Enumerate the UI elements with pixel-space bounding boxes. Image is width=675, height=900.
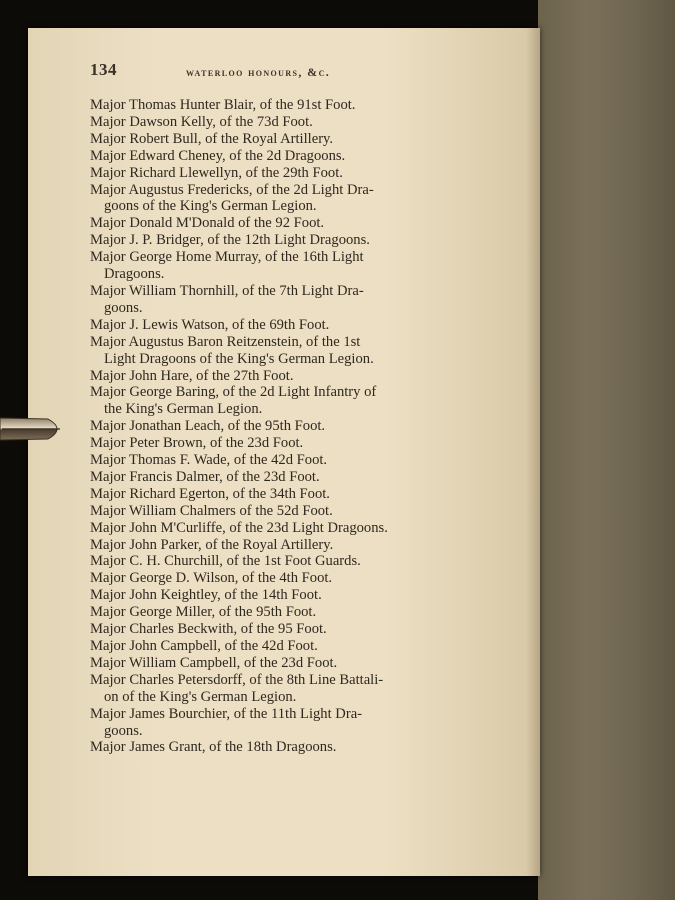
honours-entry: Major J. Lewis Watson, of the 69th Foot. [90,316,330,333]
honours-entry: Major Richard Egerton, of the 34th Foot. [90,485,330,502]
honours-entry: Major Augustus Baron Reitzenstein, of the 1st Light Dragoons of the King's German Legion. [90,333,374,367]
honours-entry: Major Augustus Fredericks, of the 2d Light Dra- goons of the King's German Legion. [90,181,374,215]
honours-entry: Major Donald M'Donald of the 92 Foot. [90,215,325,232]
honours-entry: Major Francis Dalmer, of the 23d Foot. [90,468,320,485]
honours-entry: Major George Baring, of the 2d Light Infantry of the King's German Legion. [90,384,377,418]
honours-entry: Major Robert Bull, of the Royal Artillery. [90,130,334,147]
honours-entry: Major Peter Brown, of the 23d Foot. [90,435,304,452]
honours-entry: Major John Keightley, of the 14th Foot. [90,587,322,604]
honours-entry: Major C. H. Churchill, of the 1st Foot Guards. [90,553,361,570]
honours-entry: Major John Parker, of the Royal Artillery. [90,536,334,553]
honours-entry: Major John Hare, of the 27th Foot. [90,367,294,384]
bookmark-tab-icon [0,412,68,446]
honours-entry: Major George D. Wilson, of the 4th Foot. [90,570,333,587]
honours-entry: Major J. P. Bridger, of the 12th Light Dragoons. [90,232,370,249]
honours-entry: Major John M'Curliffe, of the 23d Light Dragoons. [90,519,388,536]
honours-entry: Major Dawson Kelly, of the 73d Foot. [90,113,313,130]
honours-entry: Major John Campbell, of the 42d Foot. [90,638,318,654]
honours-entry: Major George Home Murray, of the 16th Light Dragoons. [90,249,364,283]
page-number: 134 [90,60,117,79]
honours-entry: Major Thomas Hunter Blair, of the 91st Foot. [90,97,356,113]
book-page [28,28,540,876]
honours-entry: Major Charles Beckwith, of the 95 Foot. [90,621,327,638]
honours-entry: Major William Campbell, of the 23d Foot. [90,654,338,671]
honours-entry: Major Richard Llewellyn, of the 29th Foot. [90,164,343,181]
page-edge-shadow [526,28,540,876]
honours-entry: Major Charles Petersdorff, of the 8th Line Battali- on of the King's German Legion. [90,671,384,705]
book-back-board [538,0,675,900]
honours-entry: Major James Grant, of the 18th Dragoons. [90,739,337,756]
honours-entry: Major James Bourchier, of the 11th Light Dra- goons. [90,705,363,739]
running-head: waterloo honours, &c. [186,65,331,79]
honours-entry: Major William Thornhill, of the 7th Light Dra- goons. [90,282,364,316]
honours-entry: Major Jonathan Leach, of the 95th Foot. [90,418,326,435]
honours-entry: Major Edward Cheney, of the 2d Dragoons. [90,147,346,164]
honours-entry: Major Thomas F. Wade, of the 42d Foot. [90,452,328,469]
page-header [90,60,510,90]
honours-entry: Major George Miller, of the 95th Foot. [90,604,317,621]
honours-entry: Major William Chalmers of the 52d Foot. [90,502,333,519]
honours-list [90,97,460,756]
